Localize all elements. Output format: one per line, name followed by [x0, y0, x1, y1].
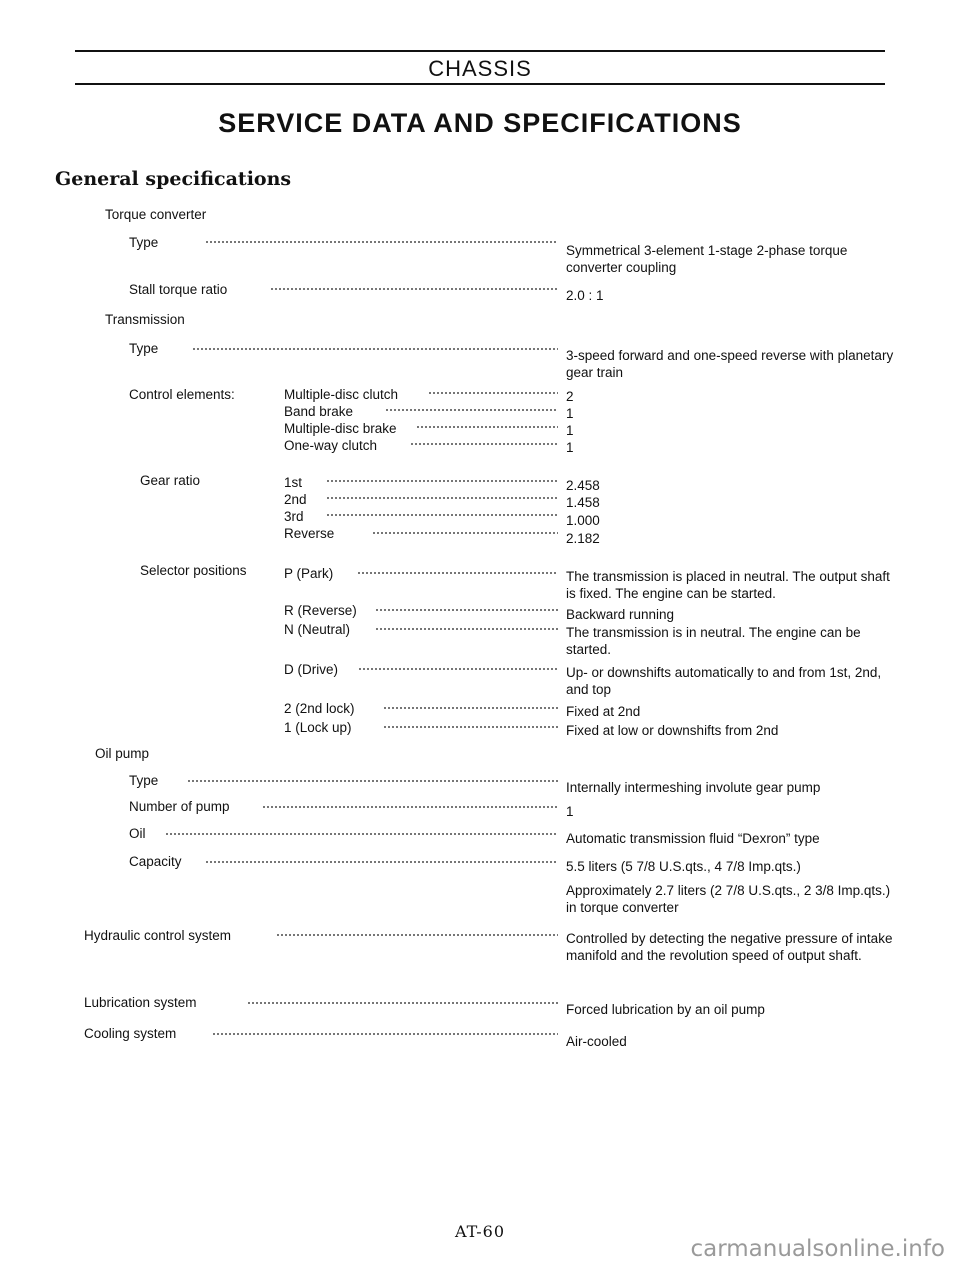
tc-type-value: Symmetrical 3-element 1-stage 2-phase torque converter coupling [566, 243, 848, 275]
header-bottom-rule [75, 83, 885, 85]
selector-position: 1 (Lock up) [284, 720, 352, 735]
selector-description: The transmission is in neutral. The engine can be started. [566, 625, 861, 657]
selector-position: N (Neutral) [284, 622, 351, 637]
selector-position: R (Reverse) [284, 603, 357, 618]
capacity-value: 5.5 liters (5 7/8 U.S.qts., 4 7/8 Imp.qts.) [566, 859, 801, 874]
tc-type-label: Type [129, 235, 159, 250]
hydraulic-value: Controlled by detecting the negative pressure of intake manifold and the revolution speed of output shaft. [566, 931, 893, 963]
tr-type-label: Type [129, 341, 159, 356]
selector-description: Fixed at low or downshifts from 2nd [566, 723, 779, 738]
selector-position: P (Park) [284, 566, 334, 581]
leader-dots [276, 933, 558, 943]
cooling-label: Cooling system [84, 1026, 177, 1041]
tc-stall-value: 2.0 : 1 [566, 288, 604, 303]
leader-dots [205, 240, 558, 250]
capacity-note: Approximately 2.7 liters (2 7/8 U.S.qts., 2 3/8 Imp.qts.) in torque converter [566, 883, 891, 915]
gear-ratio-label: Gear ratio [140, 473, 201, 488]
leader-dots [270, 287, 558, 297]
control-element-value: 1 [566, 440, 574, 455]
oil-pump-type-value: Internally intermeshing involute gear pump [566, 780, 821, 795]
gear-ratio-value: 2.182 [566, 531, 600, 546]
leader-dots [326, 479, 558, 489]
control-element-value: 1 [566, 423, 574, 438]
capacity-label: Capacity [129, 854, 182, 869]
leader-dots [326, 496, 558, 506]
selector-positions-label: Selector positions [140, 563, 247, 578]
leader-dots [205, 860, 558, 870]
leader-dots [375, 627, 558, 637]
oil-pump-number-value: 1 [566, 804, 574, 819]
leader-dots [375, 608, 558, 618]
leader-dots [410, 442, 558, 452]
leader-dots [247, 1001, 558, 1011]
header-top-rule [75, 50, 885, 52]
leader-dots [357, 571, 558, 581]
selector-description: Up- or downshifts automatically to and from 1st, 2nd, and top [566, 665, 882, 697]
transmission-heading: Transmission [105, 312, 185, 327]
leader-dots [187, 779, 558, 789]
lubrication-value: Forced lubrication by an oil pump [566, 1002, 765, 1017]
tr-type-value: 3-speed forward and one-speed reverse with planetary gear train [566, 348, 894, 380]
gear-ratio-value: 2.458 [566, 478, 600, 493]
leader-dots [383, 725, 558, 735]
hydraulic-label: Hydraulic control system [84, 928, 232, 943]
control-element-value: 2 [566, 389, 574, 404]
page-number: AT-60 [454, 1222, 506, 1241]
page-title: SERVICE DATA AND SPECIFICATIONS [218, 108, 742, 138]
control-element-name: Multiple-disc clutch [284, 387, 399, 402]
leader-dots [358, 667, 558, 677]
section-title: General specifications [55, 168, 292, 190]
selector-description: Fixed at 2nd [566, 704, 641, 719]
oil-value: Automatic transmission fluid “Dexron” type [566, 831, 820, 846]
control-element-value: 1 [566, 406, 574, 421]
leader-dots [212, 1032, 558, 1042]
control-elements-label: Control elements: [129, 387, 235, 402]
selector-description: Backward running [566, 607, 675, 622]
control-element-name: Multiple-disc brake [284, 421, 397, 436]
control-element-name: Band brake [284, 404, 354, 419]
leader-dots [383, 706, 558, 716]
gear-ratio-value: 1.458 [566, 495, 600, 510]
selector-position: 2 (2nd lock) [284, 701, 355, 716]
chassis-heading: CHASSIS [428, 56, 532, 81]
gear-name: 3rd [284, 509, 304, 524]
cooling-value: Air-cooled [566, 1034, 627, 1049]
leader-dots [428, 391, 558, 401]
gear-ratio-value: 1.000 [566, 513, 600, 528]
oil-pump-type-label: Type [129, 773, 159, 788]
torque-converter-heading: Torque converter [105, 207, 207, 222]
lubrication-label: Lubrication system [84, 995, 197, 1010]
gear-name: 1st [284, 475, 303, 490]
control-element-name: One-way clutch [284, 438, 378, 453]
leader-dots [192, 347, 558, 357]
leader-dots [165, 832, 558, 842]
leader-dots [416, 425, 558, 435]
leader-dots [262, 805, 558, 815]
leader-dots [326, 513, 558, 523]
tc-stall-label: Stall torque ratio [129, 282, 228, 297]
leader-dots [372, 531, 558, 541]
selector-position: D (Drive) [284, 662, 338, 677]
oil-pump-heading: Oil pump [95, 746, 150, 761]
gear-name: 2nd [284, 492, 307, 507]
leader-dots [385, 408, 558, 418]
watermark: carmanualsonline.info [690, 1236, 945, 1262]
oil-pump-number-label: Number of pump [129, 799, 230, 814]
gear-name: Reverse [284, 526, 335, 541]
oil-label: Oil [129, 826, 146, 841]
selector-description: The transmission is placed in neutral. The output shaft is fixed. The engine can be started. [566, 569, 890, 601]
